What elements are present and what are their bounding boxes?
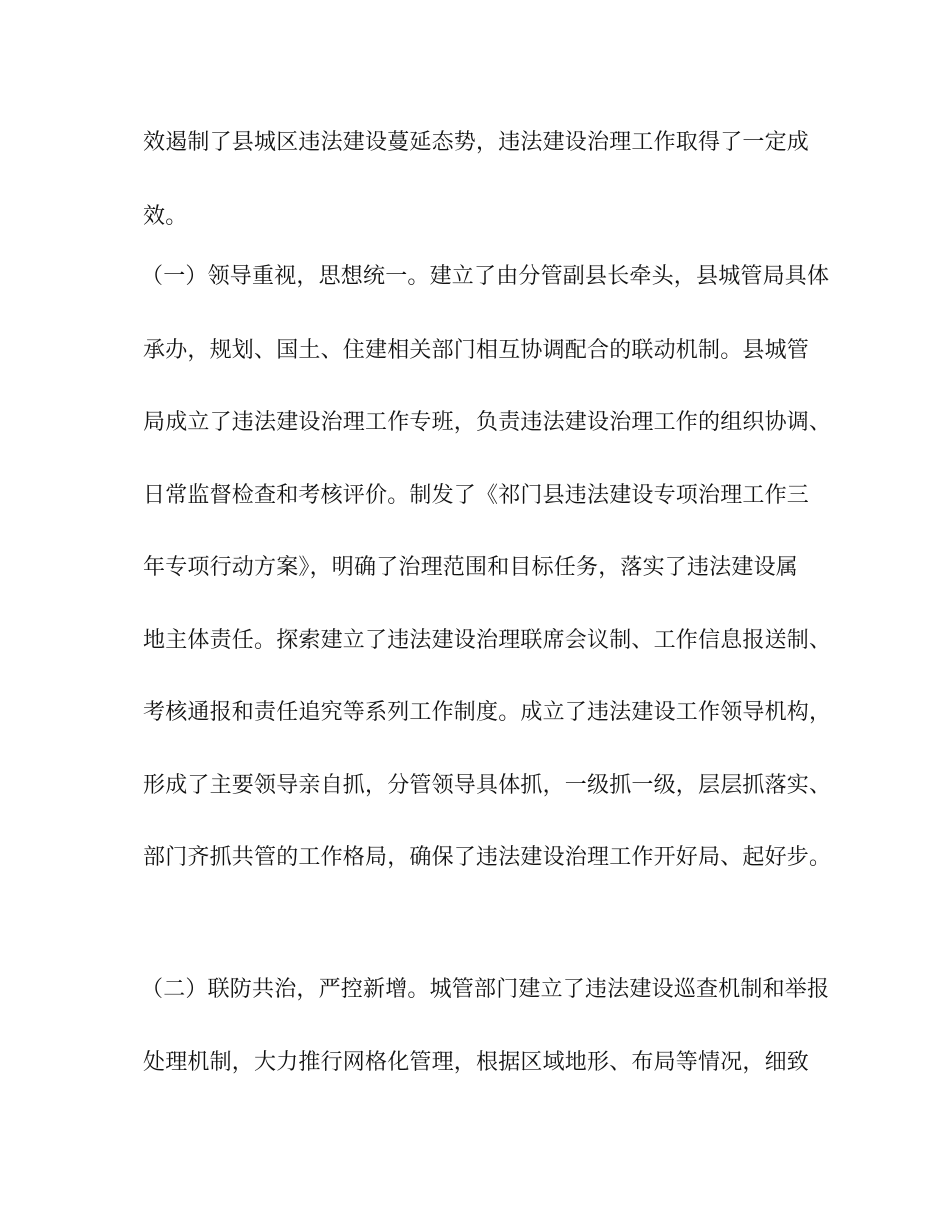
paragraph-line: 形成了主要领导亲自抓，分管领导具体抓，一级抓一级，层层抓落实、 [143, 773, 832, 798]
section-heading-line: （二）联防共治，严控新增。城管部门建立了违法建设巡查机制和举报 [141, 977, 830, 1002]
paragraph-line: 部门齐抓共管的工作格局，确保了违法建设治理工作开好局、起好步。 [143, 845, 832, 870]
paragraph-line: 地主体责任。探索建立了违法建设治理联席会议制、工作信息报送制、 [143, 628, 832, 653]
paragraph-line: 承办，规划、国土、住建相关部门相互协调配合的联动机制。县城管 [143, 338, 810, 363]
paragraph-line: 效。 [143, 204, 188, 229]
paragraph-line: 年专项行动方案》，明确了治理范围和目标任务，落实了违法建设属 [143, 555, 799, 580]
paragraph-line: 考核通报和责任追究等系列工作制度。成立了违法建设工作领导机构， [143, 700, 832, 725]
section-heading-line: （一）领导重视，思想统一。建立了由分管副县长牵头，县城管局具体 [141, 264, 830, 289]
paragraph-line: 日常监督检查和考核评价。制发了《祁门县违法建设专项治理工作三 [143, 483, 810, 508]
paragraph-line: 效遏制了县城区违法建设蔓延态势，违法建设治理工作取得了一定成 [143, 130, 810, 155]
paragraph-line: 处理机制，大力推行网格化管理，根据区域地形、布局等情况，细致 [143, 1050, 810, 1075]
paragraph-line: 局成立了违法建设治理工作专班，负责违法建设治理工作的组织协调、 [143, 410, 832, 435]
